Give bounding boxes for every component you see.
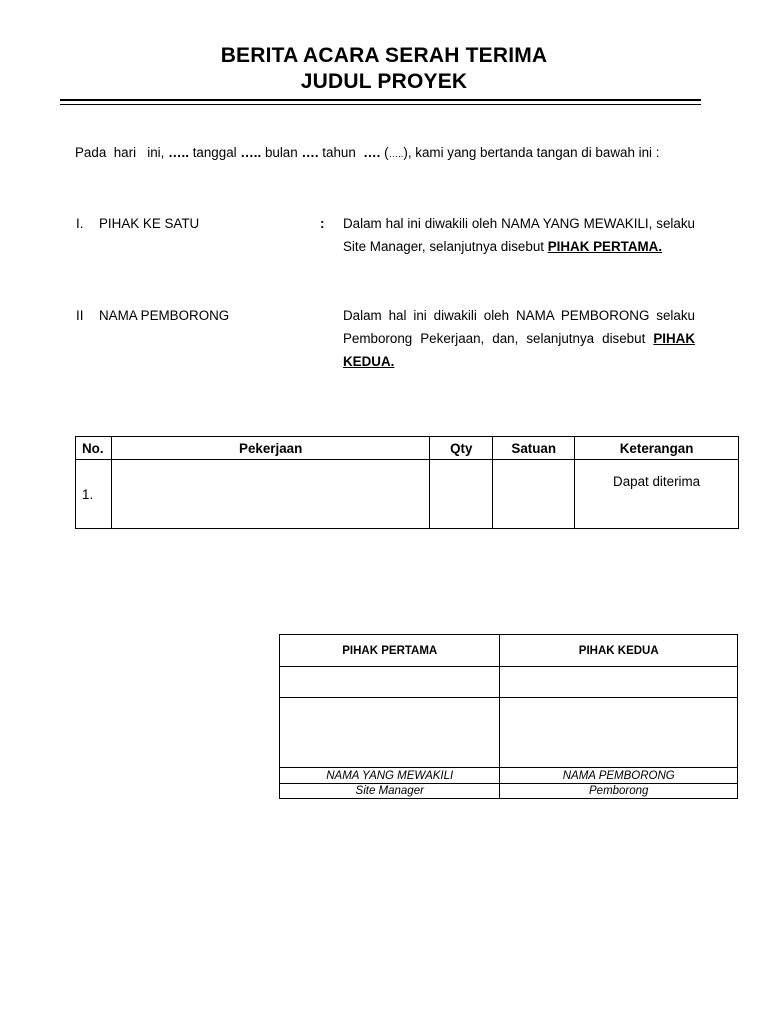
pihak-kedua-name: NAMA PEMBORONG (500, 768, 738, 784)
document-title: BERITA ACARA SERAH TERIMA (220, 44, 548, 67)
pihak-pertama-role: Site Manager (280, 784, 500, 799)
work-table (75, 436, 739, 529)
signature-role-row (280, 784, 738, 799)
party2-label: NAMA PEMBORONG (99, 308, 230, 323)
title-rule-top (60, 99, 701, 101)
party1-number: I. (76, 216, 84, 231)
signature-blank-cell (500, 667, 738, 698)
party2-description: Dalam hal ini diwakili oleh NAMA PEMBORONG selaku Pemborong Pekerjaan, dan, selanjutnya disebut PIHAK KEDUA. (343, 308, 695, 369)
pihak-kedua-header: PIHAK KEDUA (500, 635, 738, 667)
party1-description: Dalam hal ini diwakili oleh NAMA YANG MEWAKILI, selaku Site Manager, selanjutnya disebut PIHAK PERTAMA. (343, 216, 695, 254)
project-title: JUDUL PROYEK (300, 70, 468, 93)
cell-no: 1. (76, 460, 112, 529)
pihak-pertama-signature-space (280, 698, 500, 768)
signature-space-row (280, 698, 738, 768)
pihak-pertama-header: PIHAK PERTAMA (280, 635, 500, 667)
cell-qty (430, 460, 493, 529)
pihak-kedua-signature-space (500, 698, 738, 768)
header-pekerjaan: Pekerjaan (111, 437, 429, 460)
signature-blank-cell (280, 667, 500, 698)
table-row (76, 460, 739, 529)
signature-header-row (280, 635, 738, 667)
work-table-header (76, 437, 739, 460)
cell-satuan (493, 460, 575, 529)
header-qty: Qty (430, 437, 493, 460)
intro-sentence: Pada hari ini, ….. tanggal ….. bulan …. tahun …. (…..), kami yang bertanda tangan di bawah ini : (75, 145, 660, 160)
title-rule-bottom (60, 104, 701, 105)
party2-number: II (76, 308, 84, 323)
header-satuan: Satuan (493, 437, 575, 460)
cell-keterangan: Dapat diterima (575, 460, 739, 529)
pihak-kedua-role: Pemborong (500, 784, 738, 799)
pihak-pertama-name: NAMA YANG MEWAKILI (280, 768, 500, 784)
party1-colon: : (320, 216, 325, 231)
header-no: No. (76, 437, 112, 460)
signature-table (279, 634, 738, 799)
header-keterangan: Keterangan (575, 437, 739, 460)
cell-pekerjaan (111, 460, 429, 529)
signature-blank-row (280, 667, 738, 698)
party1-label: PIHAK KE SATU (99, 216, 200, 231)
signature-name-row (280, 768, 738, 784)
